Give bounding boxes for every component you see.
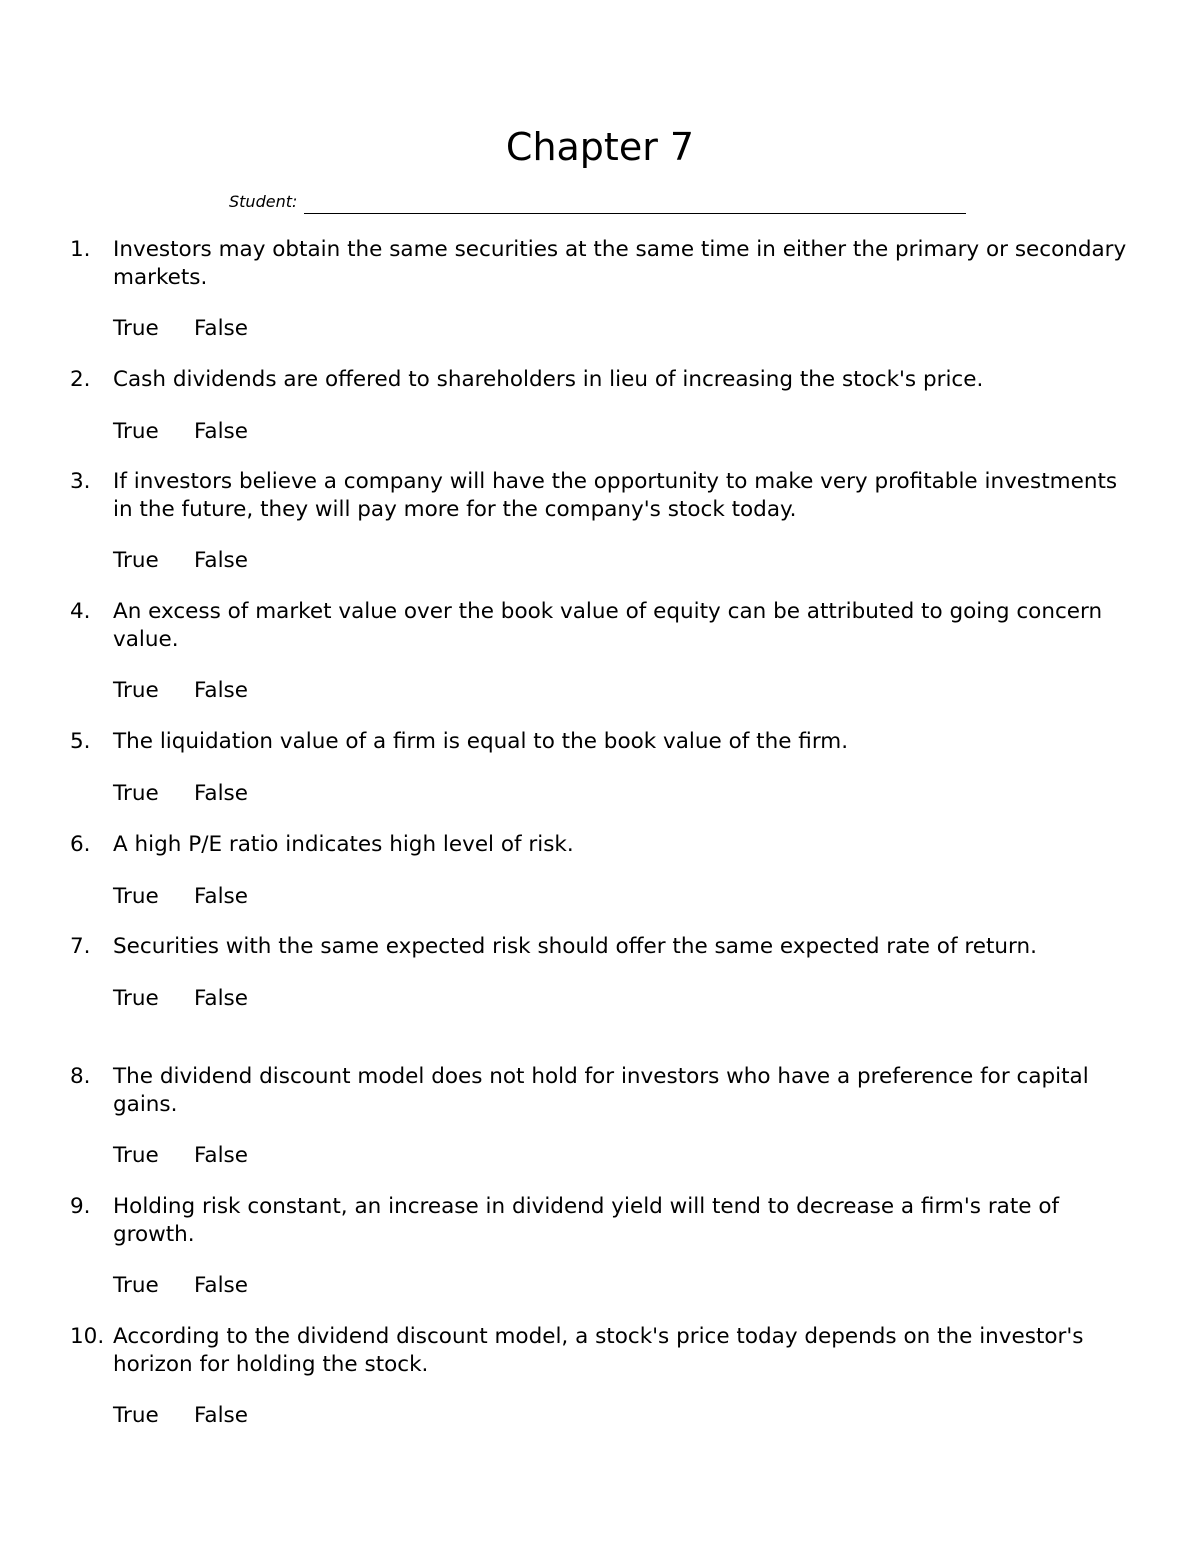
answer-false[interactable]: False (194, 316, 248, 341)
question-text: Securities with the same expected risk should offer the same expected rate of return. (113, 934, 1037, 959)
question-item (70, 1323, 1130, 1430)
answer-options (113, 1402, 1130, 1430)
question-text: The dividend discount model does not hold for investors who have a preference for capital gains. (113, 1064, 1089, 1117)
answer-false[interactable]: False (194, 678, 248, 703)
answer-true[interactable]: True (113, 985, 159, 1011)
page-title: Chapter 7 (505, 125, 695, 169)
answer-false[interactable]: False (194, 985, 248, 1011)
answer-true[interactable]: True (113, 1143, 159, 1168)
question-text: Investors may obtain the same securities at the same time in either the primary or secondary markets. (113, 237, 1127, 290)
question-text: Cash dividends are offered to shareholders in lieu of increasing the stock's price. (113, 367, 984, 392)
answer-options (113, 780, 1130, 808)
answer-true[interactable]: True (113, 548, 159, 573)
question-item (70, 728, 1130, 807)
answer-true[interactable]: True (113, 418, 159, 444)
answer-true[interactable]: True (113, 316, 159, 341)
question-number: 9. (70, 1194, 91, 1219)
answer-options (113, 1142, 1130, 1170)
question-number: 1. (70, 237, 91, 262)
answer-true[interactable]: True (113, 678, 159, 703)
question-item (70, 831, 1130, 910)
answer-true[interactable]: True (113, 1273, 159, 1298)
question-item (70, 933, 1130, 1012)
question-text: If investors believe a company will have the opportunity to make very profitable investments in the future, they will pay more for the company's stock today. (113, 469, 1118, 522)
student-label: Student: (229, 192, 298, 211)
answer-options (113, 1272, 1130, 1300)
question-item (70, 236, 1130, 343)
answer-options (113, 883, 1130, 911)
answer-options (113, 985, 1130, 1013)
question-text: Holding risk constant, an increase in dividend yield will tend to decrease a firm's rate of growth. (113, 1194, 1060, 1247)
question-item (70, 468, 1130, 575)
answer-options (113, 547, 1130, 575)
question-number: 8. (70, 1064, 91, 1089)
answer-false[interactable]: False (194, 1403, 248, 1428)
question-number: 3. (70, 469, 91, 494)
question-text: The liquidation value of a firm is equal to the book value of the firm. (113, 729, 849, 754)
question-number: 7. (70, 934, 91, 959)
question-number: 6. (70, 832, 91, 857)
question-text: According to the dividend discount model, a stock's price today depends on the investor's horizon for holding the stock. (113, 1324, 1084, 1377)
answer-options (113, 677, 1130, 705)
question-item (70, 366, 1130, 445)
answer-false[interactable]: False (194, 548, 248, 573)
question-number: 2. (70, 367, 91, 392)
student-name-field[interactable] (304, 193, 966, 214)
answer-false[interactable]: False (194, 418, 248, 444)
answer-false[interactable]: False (194, 883, 248, 909)
question-item (70, 1063, 1130, 1170)
question-number: 4. (70, 599, 91, 624)
student-name-row (229, 190, 966, 214)
answer-options (113, 418, 1130, 446)
answer-false[interactable]: False (194, 1143, 248, 1168)
question-number: 10. (70, 1324, 105, 1349)
answer-options (113, 315, 1130, 343)
answer-true[interactable]: True (113, 883, 159, 909)
answer-false[interactable]: False (194, 780, 248, 806)
question-number: 5. (70, 729, 91, 754)
answer-true[interactable]: True (113, 1403, 159, 1428)
question-item (70, 1193, 1130, 1300)
question-text: A high P/E ratio indicates high level of risk. (113, 832, 574, 857)
question-item (70, 598, 1130, 705)
answer-false[interactable]: False (194, 1273, 248, 1298)
question-text: An excess of market value over the book value of equity can be attributed to going concern value. (113, 599, 1103, 652)
answer-true[interactable]: True (113, 780, 159, 806)
